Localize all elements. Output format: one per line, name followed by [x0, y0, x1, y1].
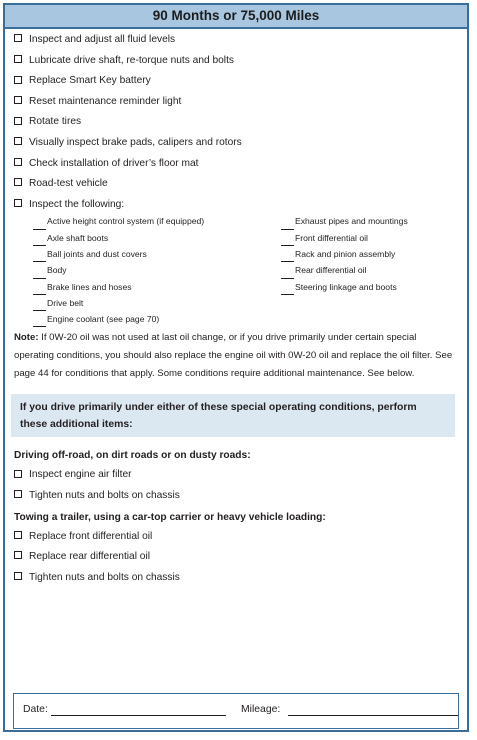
inspect-item[interactable]: Rear differential oil: [281, 262, 459, 278]
card-title: 90 Months or 75,000 Miles: [5, 5, 467, 29]
offroad-item[interactable]: Inspect engine air filter: [14, 465, 459, 486]
date-label: Date:: [23, 704, 48, 715]
card-content: [14, 30, 459, 588]
check-blank[interactable]: [33, 317, 46, 327]
checklist-item[interactable]: Road-test vehicle: [14, 174, 459, 195]
check-blank[interactable]: [33, 236, 46, 246]
mileage-field[interactable]: [288, 715, 458, 716]
inspect-item[interactable]: Ball joints and dust covers: [14, 246, 281, 262]
check-blank[interactable]: [33, 269, 46, 279]
towing-title: Towing a trailer, using a car-top carrier or heavy vehicle loading:: [14, 511, 326, 523]
checklist-item[interactable]: Replace Smart Key battery: [14, 71, 459, 92]
check-blank[interactable]: [33, 252, 46, 262]
checklist-item[interactable]: Reset maintenance reminder light: [14, 92, 459, 113]
date-mileage-footer: [13, 693, 459, 729]
towing-item[interactable]: Tighten nuts and bolts on chassis: [14, 568, 459, 589]
offroad-item[interactable]: Tighten nuts and bolts on chassis: [14, 486, 459, 507]
towing-item[interactable]: Replace front differential oil: [14, 527, 459, 548]
checkbox-icon[interactable]: [14, 96, 22, 104]
maintenance-card: [3, 3, 469, 732]
checkbox-icon[interactable]: [14, 551, 22, 559]
checkbox-icon[interactable]: [14, 55, 22, 63]
inspect-column-left: [14, 213, 281, 327]
inspect-item[interactable]: Axle shaft boots: [14, 230, 281, 246]
check-blank[interactable]: [281, 220, 294, 230]
checkbox-icon[interactable]: [14, 76, 22, 84]
checklist-item[interactable]: Inspect and adjust all fluid levels: [14, 30, 459, 51]
oil-note: [14, 329, 459, 382]
inspect-item[interactable]: Brake lines and hoses: [14, 279, 281, 295]
mileage-label: Mileage:: [241, 704, 281, 715]
inspect-column-right: [281, 213, 459, 327]
checkbox-icon[interactable]: [14, 137, 22, 145]
check-blank[interactable]: [33, 220, 46, 230]
inspect-item[interactable]: Front differential oil: [281, 230, 459, 246]
checkbox-icon[interactable]: [14, 490, 22, 498]
check-blank[interactable]: [281, 285, 294, 295]
checkbox-icon[interactable]: [14, 34, 22, 42]
check-blank[interactable]: [33, 301, 46, 311]
checkbox-icon[interactable]: [14, 470, 22, 478]
check-blank[interactable]: [281, 236, 294, 246]
offroad-title: Driving off-road, on dirt roads or on dusty roads:: [14, 450, 251, 462]
towing-item[interactable]: Replace rear differential oil: [14, 547, 459, 568]
checkbox-icon[interactable]: [14, 531, 22, 539]
note-text: If 0W-20 oil was not used at last oil change, or if you drive primarily under certain special operating conditions, you should also replace the engine oil with 0W-20 oil and replace the oil filter. See page 44 for conditions that apply. Some conditions require additional maintenance. See below.: [14, 332, 453, 379]
inspect-item[interactable]: Drive belt: [14, 295, 281, 311]
date-field[interactable]: [51, 715, 226, 716]
check-blank[interactable]: [281, 269, 294, 279]
checkbox-icon[interactable]: [14, 572, 22, 580]
checklist-item[interactable]: Check installation of driver’s floor mat: [14, 154, 459, 175]
inspect-item[interactable]: Active height control system (if equipped): [14, 213, 281, 229]
note-label: Note:: [14, 332, 39, 344]
checklist-item[interactable]: Lubricate drive shaft, re-torque nuts and bolts: [14, 51, 459, 72]
checklist-item[interactable]: Visually inspect brake pads, calipers and rotors: [14, 133, 459, 154]
checkbox-icon[interactable]: [14, 178, 22, 186]
check-blank[interactable]: [281, 252, 294, 262]
checklist-item[interactable]: Inspect the following:: [14, 195, 459, 216]
checkbox-icon[interactable]: [14, 158, 22, 166]
check-blank[interactable]: [33, 285, 46, 295]
special-conditions-banner: If you drive primarily under either of these special operating conditions, perform these additional items:: [11, 394, 455, 437]
checkbox-icon[interactable]: [14, 199, 22, 207]
checkbox-icon[interactable]: [14, 117, 22, 125]
inspect-item[interactable]: Engine coolant (see page 70): [14, 311, 281, 327]
checklist-item[interactable]: Rotate tires: [14, 112, 459, 133]
inspect-item[interactable]: Steering linkage and boots: [281, 279, 459, 295]
inspect-item[interactable]: Exhaust pipes and mountings: [281, 213, 459, 229]
inspect-sublist: [14, 213, 459, 327]
inspect-item[interactable]: Body: [14, 262, 281, 278]
inspect-item[interactable]: Rack and pinion assembly: [281, 246, 459, 262]
main-checklist: [14, 30, 459, 215]
